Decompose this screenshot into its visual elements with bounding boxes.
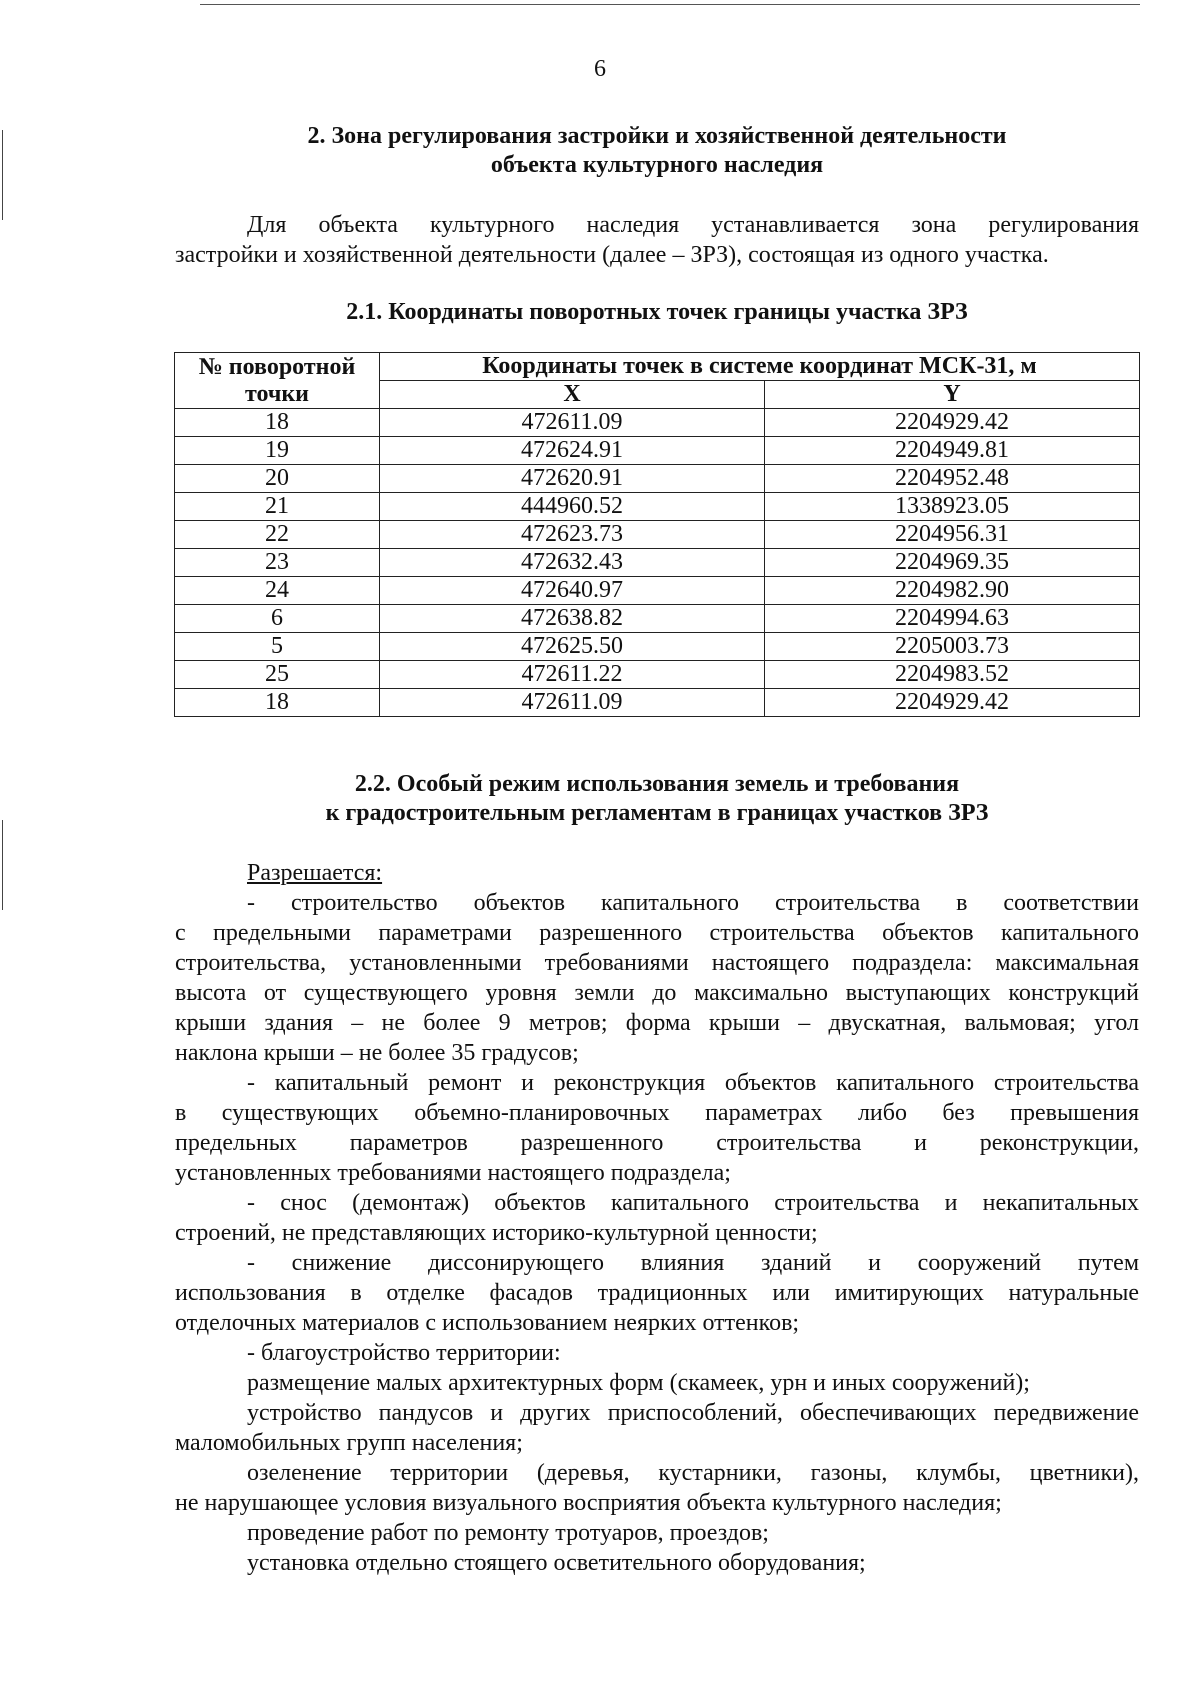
cell-x: 472624.91: [380, 437, 765, 465]
regulation-line: высота от существующего уровня земли до максимально выступающих конструкций: [175, 980, 1139, 1006]
table-row: [175, 633, 1140, 661]
cell-point-number: 19: [175, 437, 380, 465]
cell-x: 472623.73: [380, 521, 765, 549]
cell-y: 2204929.42: [765, 409, 1140, 437]
cell-point-number: 23: [175, 549, 380, 577]
cell-y: 2204969.35: [765, 549, 1140, 577]
table-row: [175, 521, 1140, 549]
header-coordinates: Координаты точек в системе координат МСК-31, м: [380, 353, 1140, 381]
section-2-intro: [175, 210, 1139, 270]
regulation-line: устройство пандусов и других приспособлений, обеспечивающих передвижение: [247, 1400, 1139, 1426]
cell-point-number: 22: [175, 521, 380, 549]
cell-point-number: 5: [175, 633, 380, 661]
regulation-line: - строительство объектов капитального строительства в соответствии: [247, 890, 1139, 916]
cell-point-number: 25: [175, 661, 380, 689]
cell-point-number: 20: [175, 465, 380, 493]
regulation-line: установка отдельно стоящего осветительного оборудования;: [247, 1550, 866, 1576]
cell-x: 472625.50: [380, 633, 765, 661]
allowed-label-block: [175, 858, 1139, 888]
regulation-line: - благоустройство территории:: [247, 1340, 561, 1366]
section-2-title: [175, 122, 1139, 180]
regulation-line: с предельными параметрами разрешенного строительства объектов капитального: [175, 920, 1139, 946]
regulation-line: не нарушающее условия визуального восприятия объекта культурного наследия;: [175, 1490, 1002, 1516]
regulation-line: проведение работ по ремонту тротуаров, проездов;: [247, 1520, 769, 1546]
section-2-title-line1: 2. Зона регулирования застройки и хозяйственной деятельности: [307, 123, 1007, 149]
scan-margin-mark: [2, 130, 3, 220]
header-y: Y: [765, 381, 1140, 409]
regulation-line: строительства, установленными требованиями настоящего подраздела: максимальная: [175, 950, 1139, 976]
regulation-line: - капитальный ремонт и реконструкция объектов капитального строительства: [247, 1070, 1139, 1096]
regulations-text: [175, 888, 1139, 1578]
cell-x: 444960.52: [380, 493, 765, 521]
regulation-line: установленных требованиями настоящего подраздела;: [175, 1160, 731, 1186]
scan-margin-mark: [2, 820, 3, 910]
cell-point-number: 24: [175, 577, 380, 605]
regulation-line: строений, не представляющих историко-культурной ценности;: [175, 1220, 818, 1246]
regulation-line: предельных параметров разрешенного строительства и реконструкции,: [175, 1130, 1139, 1156]
cell-y: 2204929.42: [765, 689, 1140, 717]
section-2-title-line2: объекта культурного наследия: [490, 152, 824, 178]
section-2-2-title-line1: 2.2. Особый режим использования земель и требования: [354, 771, 960, 797]
intro-line: застройки и хозяйственной деятельности (далее – ЗРЗ), состоящая из одного участка.: [175, 242, 1049, 268]
table-row: [175, 661, 1140, 689]
regulation-line: озеленение территории (деревья, кустарники, газоны, клумбы, цветники),: [247, 1460, 1139, 1486]
cell-x: 472611.09: [380, 409, 765, 437]
coordinates-table-body: [175, 409, 1140, 717]
header-point-number: № поворотной точки: [175, 353, 380, 409]
cell-x: 472611.22: [380, 661, 765, 689]
table-row: [175, 493, 1140, 521]
cell-y: 2204956.31: [765, 521, 1140, 549]
regulation-line: наклона крыши – не более 35 градусов;: [175, 1040, 579, 1066]
cell-y: 2204983.52: [765, 661, 1140, 689]
regulation-line: крыши здания – не более 9 метров; форма крыши – двускатная, вальмовая; угол: [175, 1010, 1139, 1036]
table-row: [175, 577, 1140, 605]
regulation-line: использования в отделке фасадов традиционных или имитирующих натуральные: [175, 1280, 1139, 1306]
regulation-line: размещение малых архитектурных форм (скамеек, урн и иных сооружений);: [247, 1370, 1030, 1396]
table-row: [175, 437, 1140, 465]
cell-y: 2204994.63: [765, 605, 1140, 633]
cell-x: 472620.91: [380, 465, 765, 493]
cell-point-number: 18: [175, 409, 380, 437]
regulation-line: в существующих объемно-планировочных параметрах либо без превышения: [175, 1100, 1139, 1126]
cell-y: 2205003.73: [765, 633, 1140, 661]
page-number: 6: [594, 56, 606, 82]
cell-point-number: 6: [175, 605, 380, 633]
table-row: [175, 465, 1140, 493]
cell-y: 2204952.48: [765, 465, 1140, 493]
table-row: [175, 409, 1140, 437]
section-2-2-title-line2: к градостроительным регламентам в границах участков ЗРЗ: [325, 800, 989, 826]
regulation-line: отделочных материалов с использованием неярких оттенков;: [175, 1310, 800, 1336]
section-2-2-title: [175, 770, 1139, 828]
table-row: [175, 549, 1140, 577]
cell-x: 472638.82: [380, 605, 765, 633]
header-x: X: [380, 381, 765, 409]
cell-point-number: 21: [175, 493, 380, 521]
cell-y: 1338923.05: [765, 493, 1140, 521]
cell-x: 472632.43: [380, 549, 765, 577]
table-row: [175, 689, 1140, 717]
regulation-line: маломобильных групп населения;: [175, 1430, 523, 1456]
section-2-1-title: 2.1. Координаты поворотных точек границы участка ЗРЗ: [346, 299, 968, 325]
cell-y: 2204949.81: [765, 437, 1140, 465]
regulation-line: - снос (демонтаж) объектов капитального строительства и некапитальных: [247, 1190, 1139, 1216]
coordinates-table: [174, 352, 1140, 717]
cell-x: 472640.97: [380, 577, 765, 605]
intro-line: Для объекта культурного наследия устанавливается зона регулирования: [247, 212, 1139, 238]
cell-point-number: 18: [175, 689, 380, 717]
cell-x: 472611.09: [380, 689, 765, 717]
allowed-label: Разрешается:: [247, 860, 383, 886]
regulation-line: - снижение диссонирующего влияния зданий и сооружений путем: [247, 1250, 1139, 1276]
cell-y: 2204982.90: [765, 577, 1140, 605]
table-row: [175, 605, 1140, 633]
top-rule: [200, 4, 1140, 5]
